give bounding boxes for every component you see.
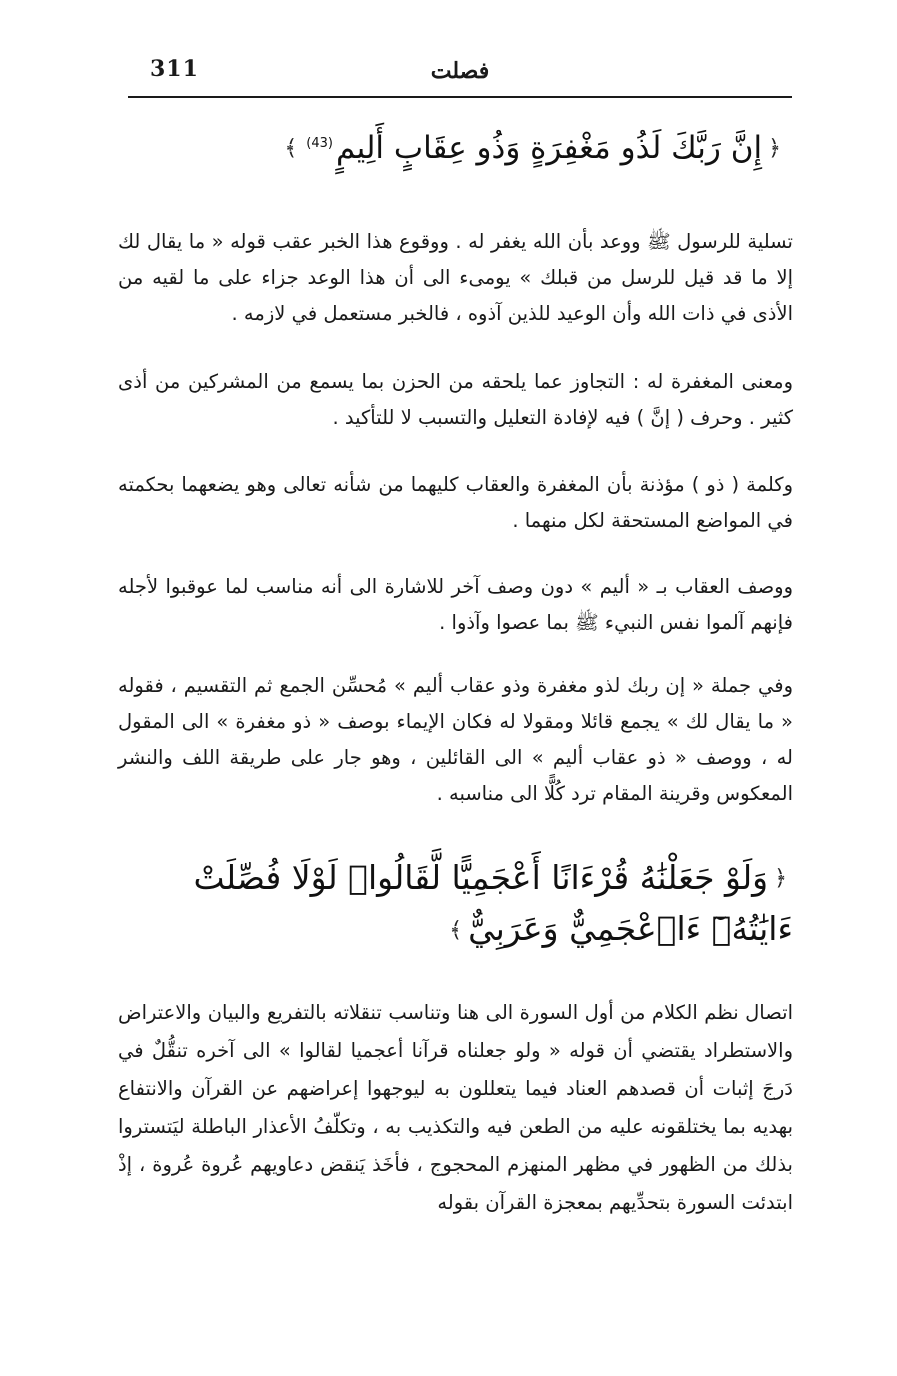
page-number: 311 <box>150 56 199 82</box>
page-header <box>128 52 792 98</box>
commentary-paragraph: ووصف العقاب بـ « أليم » دون وصف آخر للاشارة الى أنه مناسب لما عوقبوا لأجله فإنهم آلموا نفس النبيء ﷺ بما عصوا وآذوا . <box>118 575 793 634</box>
verse-number: (43) <box>306 135 333 151</box>
commentary-paragraph: اتصال نظم الكلام من أول السورة الى هنا وتناسب تنقلاته بالتفريع والبيان والاعتراض والاستطراد يقتضي أن قوله « ولو جعلناه قرآنا أعجميا لقالوا » الى آخره تنقُّلٌ في دَرجَ إثبات أن قصدهم العناد فيما يتعللون به ليوجهوا إعراضهم عن القرآن والانتفاع بهديه بما يختلقونه عليه من الطعن فيه والتكذيب به ، وتكلّفُ الأعذار الباطلة ليَتستروا بذلك من الظهور في مظهر المنهزم المحجوج ، فأخَذ يَنقض دعاويهم عُروة عُروة ، إذْ ابتدئت السورة بتحدِّيهم بمعجزة القرآن بقوله <box>118 1001 793 1214</box>
header-divider <box>128 96 792 98</box>
verse-text: وَلَوْ جَعَلْنَٰهُ قُرْءَانًا أَعْجَمِيًّا لَّقَالُوا۟ لَوْلَا فُصِّلَتْ ءَايَٰتُهُۥٓ ءَا۬عْجَمِيٌّ وَعَرَبِيٌّ <box>193 858 793 949</box>
running-title: فصلت <box>430 58 490 84</box>
commentary-paragraph: ومعنى المغفرة له : التجاوز عما يلحقه من الحزن بما يسمع من المشركين من أذى كثير . وحرف ( إنَّ ) فيه لإفادة التعليل والتسبب لا للتأكيد . <box>118 370 793 429</box>
commentary-paragraph: وفي جملة « إن ربك لذو مغفرة وذو عقاب أليم » مُحسِّن الجمع ثم التقسيم ، فقوله « ما يقال لك » يجمع قائلا ومقولا له فكان الإيماء بوصف « ذو مغفرة » الى المقول له ، ووصف « ذو عقاب أليم » الى القائلين ، وهو جار على طريقة اللف والنشر المعكوس وقرينة المقام ترد كُلًّا الى مناسبه . <box>118 674 793 805</box>
commentary-paragraph: تسلية للرسول ﷺ ووعد بأن الله يغفر له . ووقوع هذا الخبر عقب قوله « ما يقال لك إلا ما قد قيل للرسل من قبلك » يومىء الى أن هذا الوعد جزاء على ما لقيه من الأذى في ذات الله وأن الوعيد للذين آذوه ، فالخبر مستعمل في لازمه . <box>118 230 793 325</box>
verse-close-bracket: ﴾ <box>449 917 463 943</box>
verse-close-bracket: ﴾ <box>284 136 298 162</box>
quran-verse-44 <box>110 852 793 954</box>
verse-open-bracket: ﴿ <box>768 136 781 162</box>
commentary-paragraph: وكلمة ( ذو ) مؤذنة بأن المغفرة والعقاب كليهما من شأنه تعالى وهو يضعهما بحكمته في المواضع المستحقة لكل منهما . <box>118 473 793 532</box>
quran-verse-43 <box>260 130 787 167</box>
verse-open-bracket: ﴿ <box>774 866 787 892</box>
verse-text: إِنَّ رَبَّكَ لَذُو مَغْفِرَةٍ وَذُو عِقَابٍ أَلِيمٍ <box>336 130 763 166</box>
